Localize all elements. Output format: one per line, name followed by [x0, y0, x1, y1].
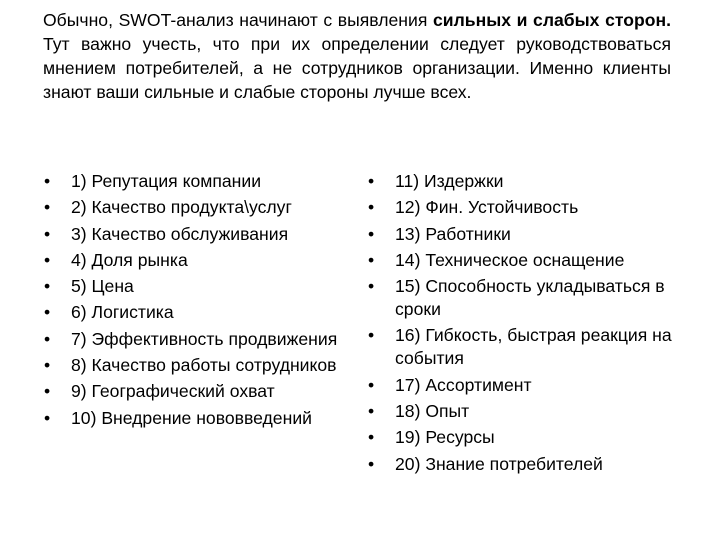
bullet-icon: •	[368, 249, 375, 270]
bullet-icon: •	[44, 223, 51, 244]
bullet-icon: •	[368, 223, 375, 244]
list-item-text: 16) Гибкость, быстрая реакция на события	[395, 325, 672, 369]
list-item-text: 15) Способность укладываться в сроки	[395, 276, 665, 320]
list-item-text: 10) Внедрение нововведений	[71, 407, 312, 428]
factors-list-left	[44, 170, 364, 433]
bullet-icon: •	[368, 197, 375, 218]
list-item	[44, 380, 364, 403]
list-item	[368, 374, 688, 397]
list-item-text: 13) Работники	[395, 223, 511, 244]
list-item	[44, 170, 364, 193]
list-item	[368, 196, 688, 219]
list-item	[368, 223, 688, 246]
bullet-icon: •	[44, 407, 51, 428]
list-item-text: 20) Знание потребителей	[395, 453, 603, 474]
list-item-text: 18) Опыт	[395, 401, 470, 422]
list-item-text: 6) Логистика	[71, 302, 174, 323]
bullet-icon: •	[44, 197, 51, 218]
list-item-text: 1) Репутация компании	[71, 171, 262, 191]
list-item	[44, 328, 364, 351]
bullet-icon: •	[368, 401, 375, 422]
list-item-text: 7) Эффективность продвижения	[71, 328, 338, 349]
bullet-icon: •	[368, 374, 375, 395]
list-item	[368, 324, 688, 370]
list-item	[44, 196, 364, 219]
list-item	[44, 249, 364, 272]
list-item	[368, 426, 688, 449]
list-item	[368, 249, 688, 272]
list-item-text: 17) Ассортимент	[395, 374, 532, 395]
list-item-text: 4) Доля рынка	[71, 249, 188, 270]
list-item	[368, 275, 688, 321]
list-item-text: 9) Географический охват	[71, 381, 275, 402]
list-item-text: 12) Фин. Устойчивость	[395, 197, 579, 218]
list-item	[368, 453, 688, 476]
bullet-icon: •	[368, 453, 375, 474]
list-item	[44, 407, 364, 430]
bullet-icon: •	[368, 276, 375, 297]
list-item	[44, 275, 364, 298]
bullet-icon: •	[44, 355, 51, 376]
list-item	[44, 301, 364, 324]
bullet-icon: •	[368, 325, 375, 346]
bullet-icon: •	[368, 171, 375, 191]
list-item-text: 14) Техническое оснащение	[395, 249, 625, 270]
list-item-text: 5) Цена	[71, 276, 134, 297]
bullet-icon: •	[44, 381, 51, 402]
bullet-icon: •	[44, 276, 51, 297]
bullet-icon: •	[44, 249, 51, 270]
intro-text-part2: Тут важно учесть, что при их определении следует руководствоваться мнением потребителей, а не сотрудников организации. Именно клиенты знают ваши сильные и слабые стороны лучше всех.	[43, 34, 671, 102]
intro-text-bold: сильных и слабых сторон.	[432, 10, 672, 30]
list-item-text: 2) Качество продукта\услуг	[71, 197, 292, 218]
factors-list-right	[368, 170, 688, 479]
intro-paragraph	[43, 8, 671, 104]
bullet-icon: •	[44, 302, 51, 323]
list-item	[368, 170, 688, 193]
list-item	[368, 400, 688, 423]
bullet-icon: •	[44, 328, 51, 349]
list-item-text: 11) Издержки	[395, 171, 504, 191]
intro-text-part1: Обычно, SWOT-анализ начинают с выявления	[43, 10, 433, 30]
bullet-icon: •	[44, 171, 51, 191]
list-item-text: 19) Ресурсы	[395, 427, 495, 448]
bullet-icon: •	[368, 427, 375, 448]
list-item	[44, 223, 364, 246]
list-item-text: 8) Качество работы сотрудников	[71, 355, 337, 376]
list-item-text: 3) Качество обслуживания	[71, 223, 289, 244]
list-item	[44, 354, 364, 377]
